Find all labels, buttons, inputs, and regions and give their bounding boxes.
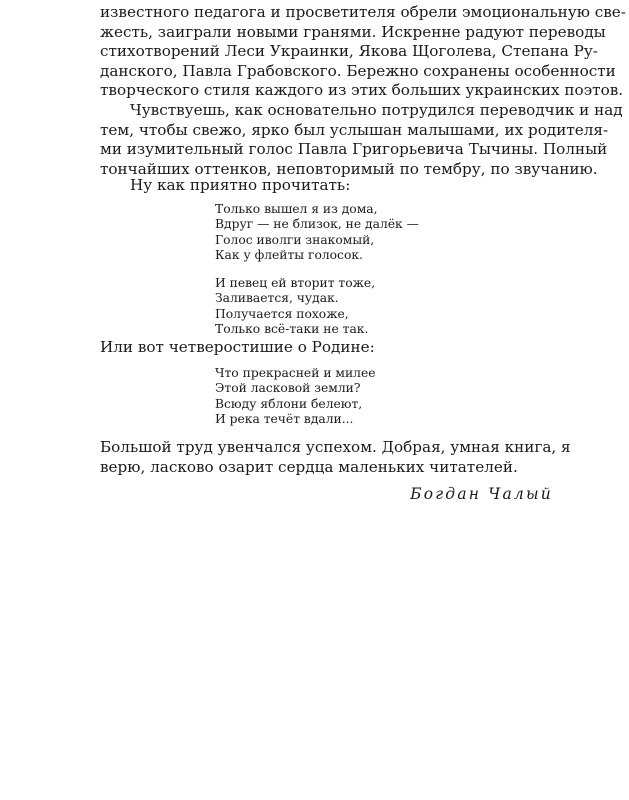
text-line: ми изумительный голос Павла Григорьевича Тычины. Полный xyxy=(100,140,608,159)
poem-homeland xyxy=(215,366,376,427)
poem-line: Только всё-таки не так. xyxy=(215,322,369,337)
poem-line: И река течёт вдали... xyxy=(215,411,354,426)
poem-line: Голос иволги знакомый, xyxy=(215,232,375,247)
text-line: Или вот четверостишие о Родине: xyxy=(100,338,375,356)
poem-line: Получается похоже, xyxy=(215,306,349,321)
intro-first-poem xyxy=(100,176,553,196)
text-line: творческого стиля каждого из этих больших украинских поэтов. xyxy=(100,81,624,100)
poem-line: Всюду яблони белеют, xyxy=(215,396,363,411)
text-line: Ну как приятно прочитать: xyxy=(130,176,351,194)
poem-line: И певец ей вторит тоже, xyxy=(215,276,376,291)
text-line: верю, ласково озарит сердца маленьких читателей. xyxy=(100,457,518,476)
poem-line: Что прекрасней и милее xyxy=(215,366,376,380)
poem-oriole xyxy=(215,202,419,337)
text-line: данского, Павла Грабовского. Бережно сохранены особенности xyxy=(100,61,616,80)
text-line: стихотворений Леси Украинки, Якова Щоголева, Степана Ру- xyxy=(100,42,598,61)
paragraph-tychina xyxy=(100,101,623,179)
text-line: тончайших оттенков, неповторимый по тембру, по звучанию. xyxy=(100,159,598,178)
author-signature: Богдан Чалый xyxy=(410,485,553,503)
text-line: Большой труд увенчался успехом. Добрая, умная книга, я xyxy=(100,438,571,456)
text-line: Чувствуешь, как основательно потрудился переводчик и над xyxy=(130,101,623,119)
poem-line: Как у флейты голосок. xyxy=(215,247,363,262)
poem-line: Этой ласковой земли? xyxy=(215,381,361,396)
text-line: известного педагога и просветителя обрели эмоциональную све- xyxy=(100,3,626,21)
poem-line: Вдруг — не близок, не далёк — xyxy=(215,217,419,232)
paragraph-closing xyxy=(100,438,571,477)
paragraph-translations xyxy=(100,3,626,101)
text-line: жесть, заиграли новыми гранями. Искренне радуют переводы xyxy=(100,22,606,41)
text-line: тем, чтобы свежо, ярко был услышан малышами, их родителя- xyxy=(100,120,609,139)
stanza-gap xyxy=(215,263,419,276)
poem-line: Только вышел я из дома, xyxy=(215,202,378,216)
poem-line: Заливается, чудак. xyxy=(215,291,339,306)
intro-second-poem xyxy=(100,338,553,358)
